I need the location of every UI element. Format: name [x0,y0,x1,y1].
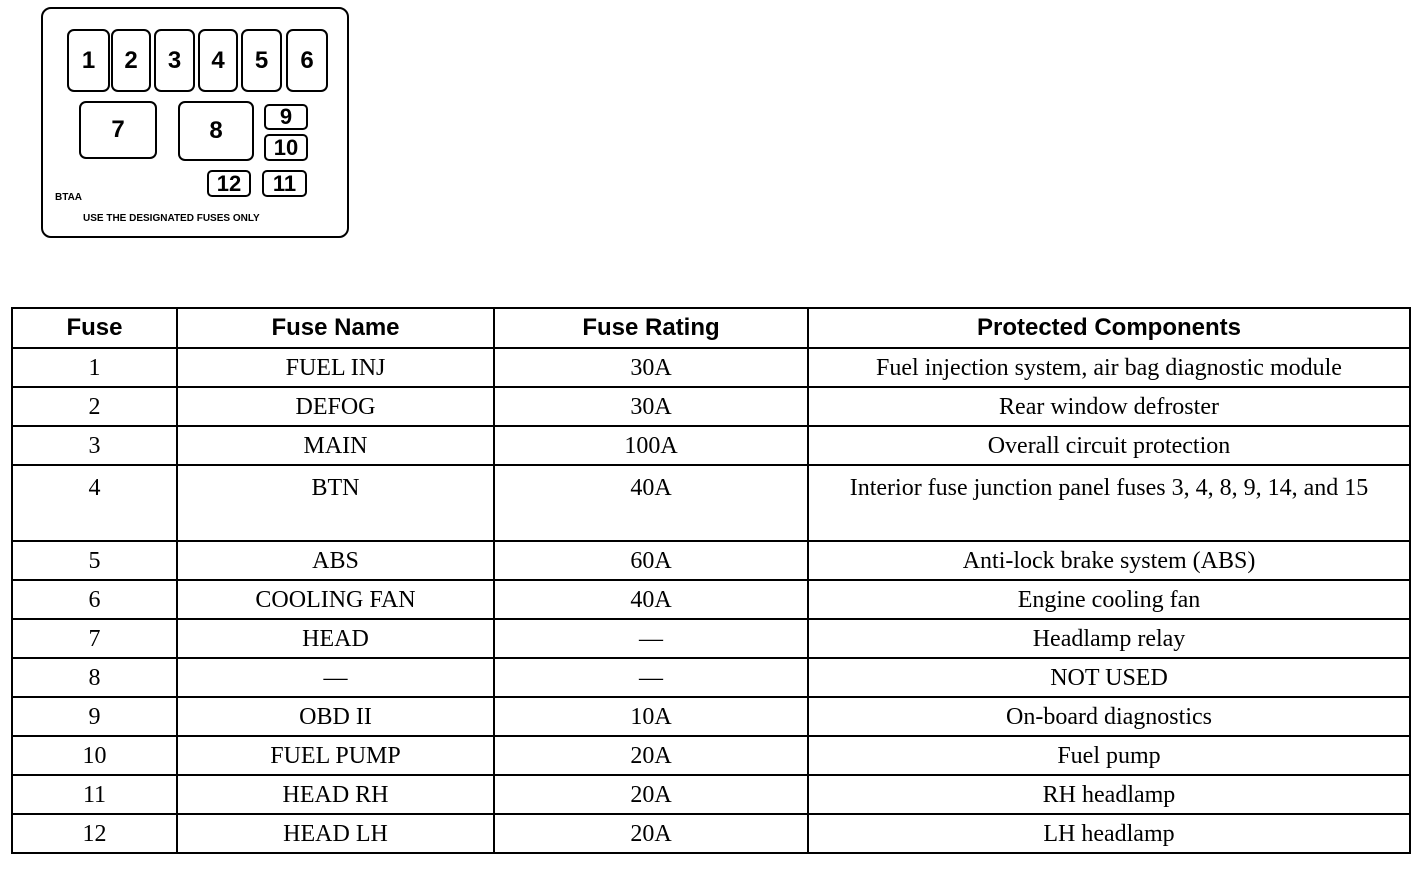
table-row [12,580,1410,619]
cell-name: ABS [177,541,494,580]
cell-rating: 60A [494,541,808,580]
fuse-slot-5: 5 [241,29,282,92]
cell-fuse: 1 [12,348,177,387]
fuse-slot-4: 4 [198,29,238,92]
fuse-slot-8: 8 [178,101,254,161]
cell-fuse: 5 [12,541,177,580]
cell-rating: 20A [494,775,808,814]
cell-fuse: 3 [12,426,177,465]
table-row [12,775,1410,814]
table-row [12,426,1410,465]
cell-fuse: 10 [12,736,177,775]
cell-rating: 20A [494,814,808,853]
table-row [12,814,1410,853]
header-fuse-name: Fuse Name [177,308,494,348]
cell-components: Rear window defroster [808,387,1410,426]
fuse-slot-1: 1 [67,29,110,92]
cell-name: DEFOG [177,387,494,426]
cell-rating: 40A [494,580,808,619]
cell-fuse: 9 [12,697,177,736]
cell-name: HEAD RH [177,775,494,814]
cell-fuse: 2 [12,387,177,426]
cell-fuse: 11 [12,775,177,814]
cell-rating: 20A [494,736,808,775]
fuse-box-diagram [41,7,349,238]
table-row [12,348,1410,387]
table-row [12,465,1410,541]
cell-components: Fuel pump [808,736,1410,775]
cell-rating: 10A [494,697,808,736]
cell-rating: 30A [494,348,808,387]
cell-name: HEAD [177,619,494,658]
cell-components: On-board diagnostics [808,697,1410,736]
cell-fuse: 4 [12,465,177,541]
cell-name: COOLING FAN [177,580,494,619]
cell-fuse: 12 [12,814,177,853]
cell-name: — [177,658,494,697]
cell-rating: — [494,658,808,697]
cell-rating: 100A [494,426,808,465]
cell-name: FUEL INJ [177,348,494,387]
fuse-table [11,307,1411,854]
cell-rating: 40A [494,465,808,541]
cell-name: MAIN [177,426,494,465]
table-header-row [12,308,1410,348]
cell-name: HEAD LH [177,814,494,853]
fuse-slot-2: 2 [111,29,151,92]
cell-name: BTN [177,465,494,541]
fuse-slot-6: 6 [286,29,328,92]
cell-fuse: 8 [12,658,177,697]
cell-name: FUEL PUMP [177,736,494,775]
cell-components: Overall circuit protection [808,426,1410,465]
cell-components: Interior fuse junction panel fuses 3, 4, 8, 9, 14, and 15 [808,465,1410,541]
table-row [12,736,1410,775]
cell-components: LH headlamp [808,814,1410,853]
fuse-slot-9: 9 [264,104,308,130]
fuse-slot-12: 12 [207,170,251,197]
table-row [12,619,1410,658]
cell-components: RH headlamp [808,775,1410,814]
fuse-slot-7: 7 [79,101,157,159]
cell-components: Anti-lock brake system (ABS) [808,541,1410,580]
box-warning-note: USE THE DESIGNATED FUSES ONLY [83,213,260,224]
cell-components: Fuel injection system, air bag diagnostic module [808,348,1410,387]
header-protected-components: Protected Components [808,308,1410,348]
header-fuse-rating: Fuse Rating [494,308,808,348]
cell-components: Headlamp relay [808,619,1410,658]
cell-rating: — [494,619,808,658]
cell-components: Engine cooling fan [808,580,1410,619]
fuse-slot-10: 10 [264,134,308,161]
cell-name: OBD II [177,697,494,736]
cell-fuse: 6 [12,580,177,619]
table-row [12,387,1410,426]
cell-fuse: 7 [12,619,177,658]
table-row [12,697,1410,736]
table-row [12,658,1410,697]
cell-rating: 30A [494,387,808,426]
fuse-slot-3: 3 [154,29,195,92]
fuse-slot-11: 11 [262,170,307,197]
header-fuse: Fuse [12,308,177,348]
table-row [12,541,1410,580]
box-part-code: BTAA [55,192,83,203]
cell-components: NOT USED [808,658,1410,697]
